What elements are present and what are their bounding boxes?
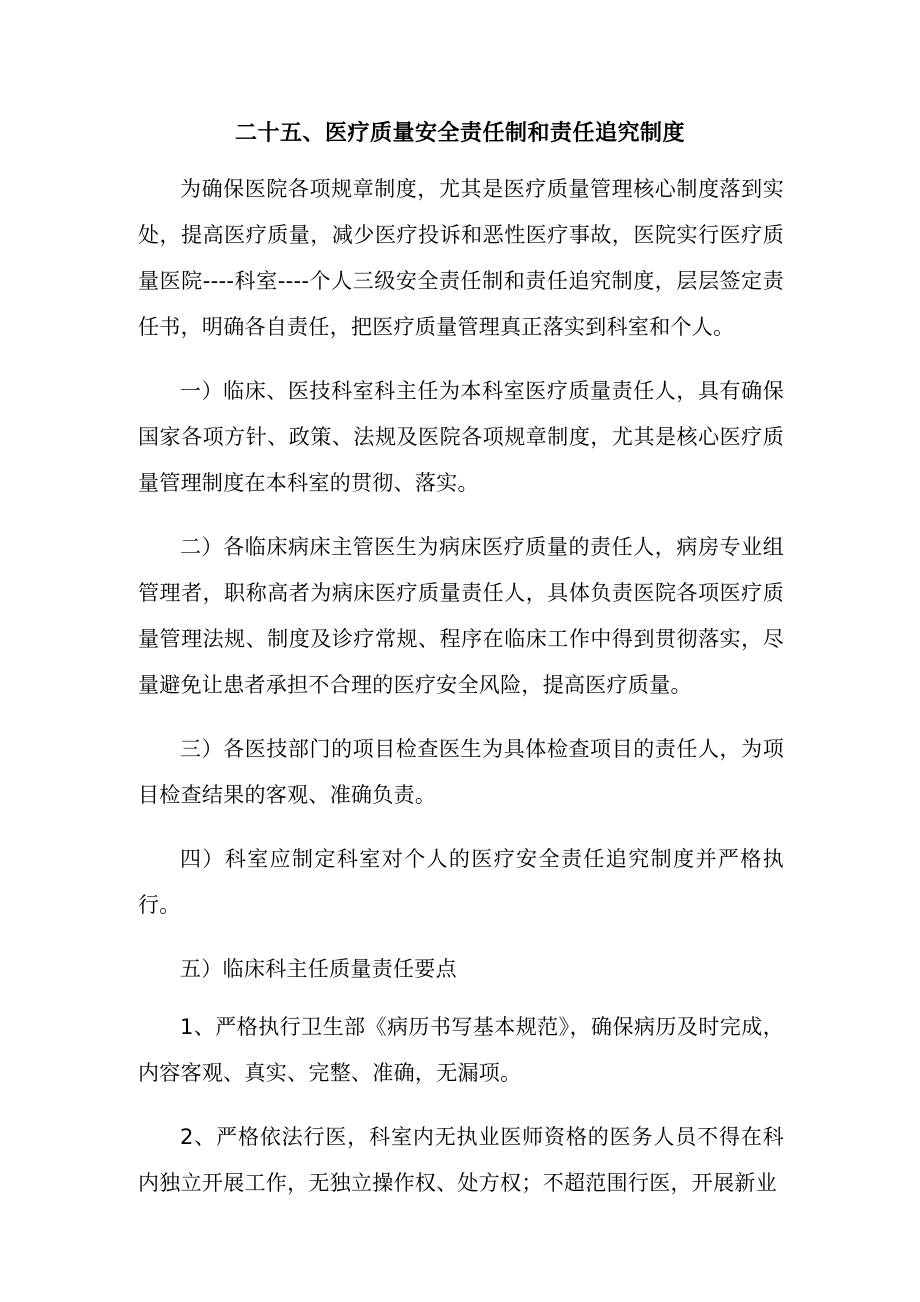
point-2-paragraph: 2、严格依法行医，科室内无执业医师资格的医务人员不得在科内独立开展工作，无独立操作权、处方权；不超范围行医，开展新业 [138, 1125, 784, 1195]
point-1-paragraph: 1、严格执行卫生部《病历书写基本规范》，确保病历及时完成，内容客观、真实、完整、准确，无漏项。 [138, 1015, 784, 1085]
document-body [138, 166, 784, 1224]
clause-2-paragraph: 二）各临床病床主管医生为病床医疗质量的责任人，病房专业组管理者，职称高者为病床医疗质量责任人，具体负责医院各项医疗质量管理法规、制度及诊疗常规、程序在临床工作中得到贯彻落实，尽量避免让患者承担不合理的医疗安全风险，提高医疗质量。 [138, 535, 784, 697]
clause-3-paragraph: 三）各医技部门的项目检查医生为具体检查项目的责任人，为项目检查结果的客观、准确负责。 [138, 737, 784, 807]
intro-paragraph: 为确保医院各项规章制度，尤其是医疗质量管理核心制度落到实处，提高医疗质量，减少医疗投诉和恶性医疗事故，医院实行医疗质量医院----科室----个人三级安全责任制和责任追究制度，层层签定责任书，明确各自责任，把医疗质量管理真正落实到科室和个人。 [138, 177, 784, 339]
document-title: 二十五、医疗质量安全责任制和责任追究制度 [234, 121, 685, 146]
clause-5-heading: 五）临床科主任质量责任要点 [180, 957, 457, 981]
clause-4-paragraph: 四）科室应制定科室对个人的医疗安全责任追究制度并严格执行。 [138, 847, 784, 917]
clause-1-paragraph: 一）临床、医技科室科主任为本科室医疗质量责任人，具有确保国家各项方针、政策、法规及医院各项规章制度，尤其是核心医疗质量管理制度在本科室的贯彻、落实。 [138, 379, 784, 495]
